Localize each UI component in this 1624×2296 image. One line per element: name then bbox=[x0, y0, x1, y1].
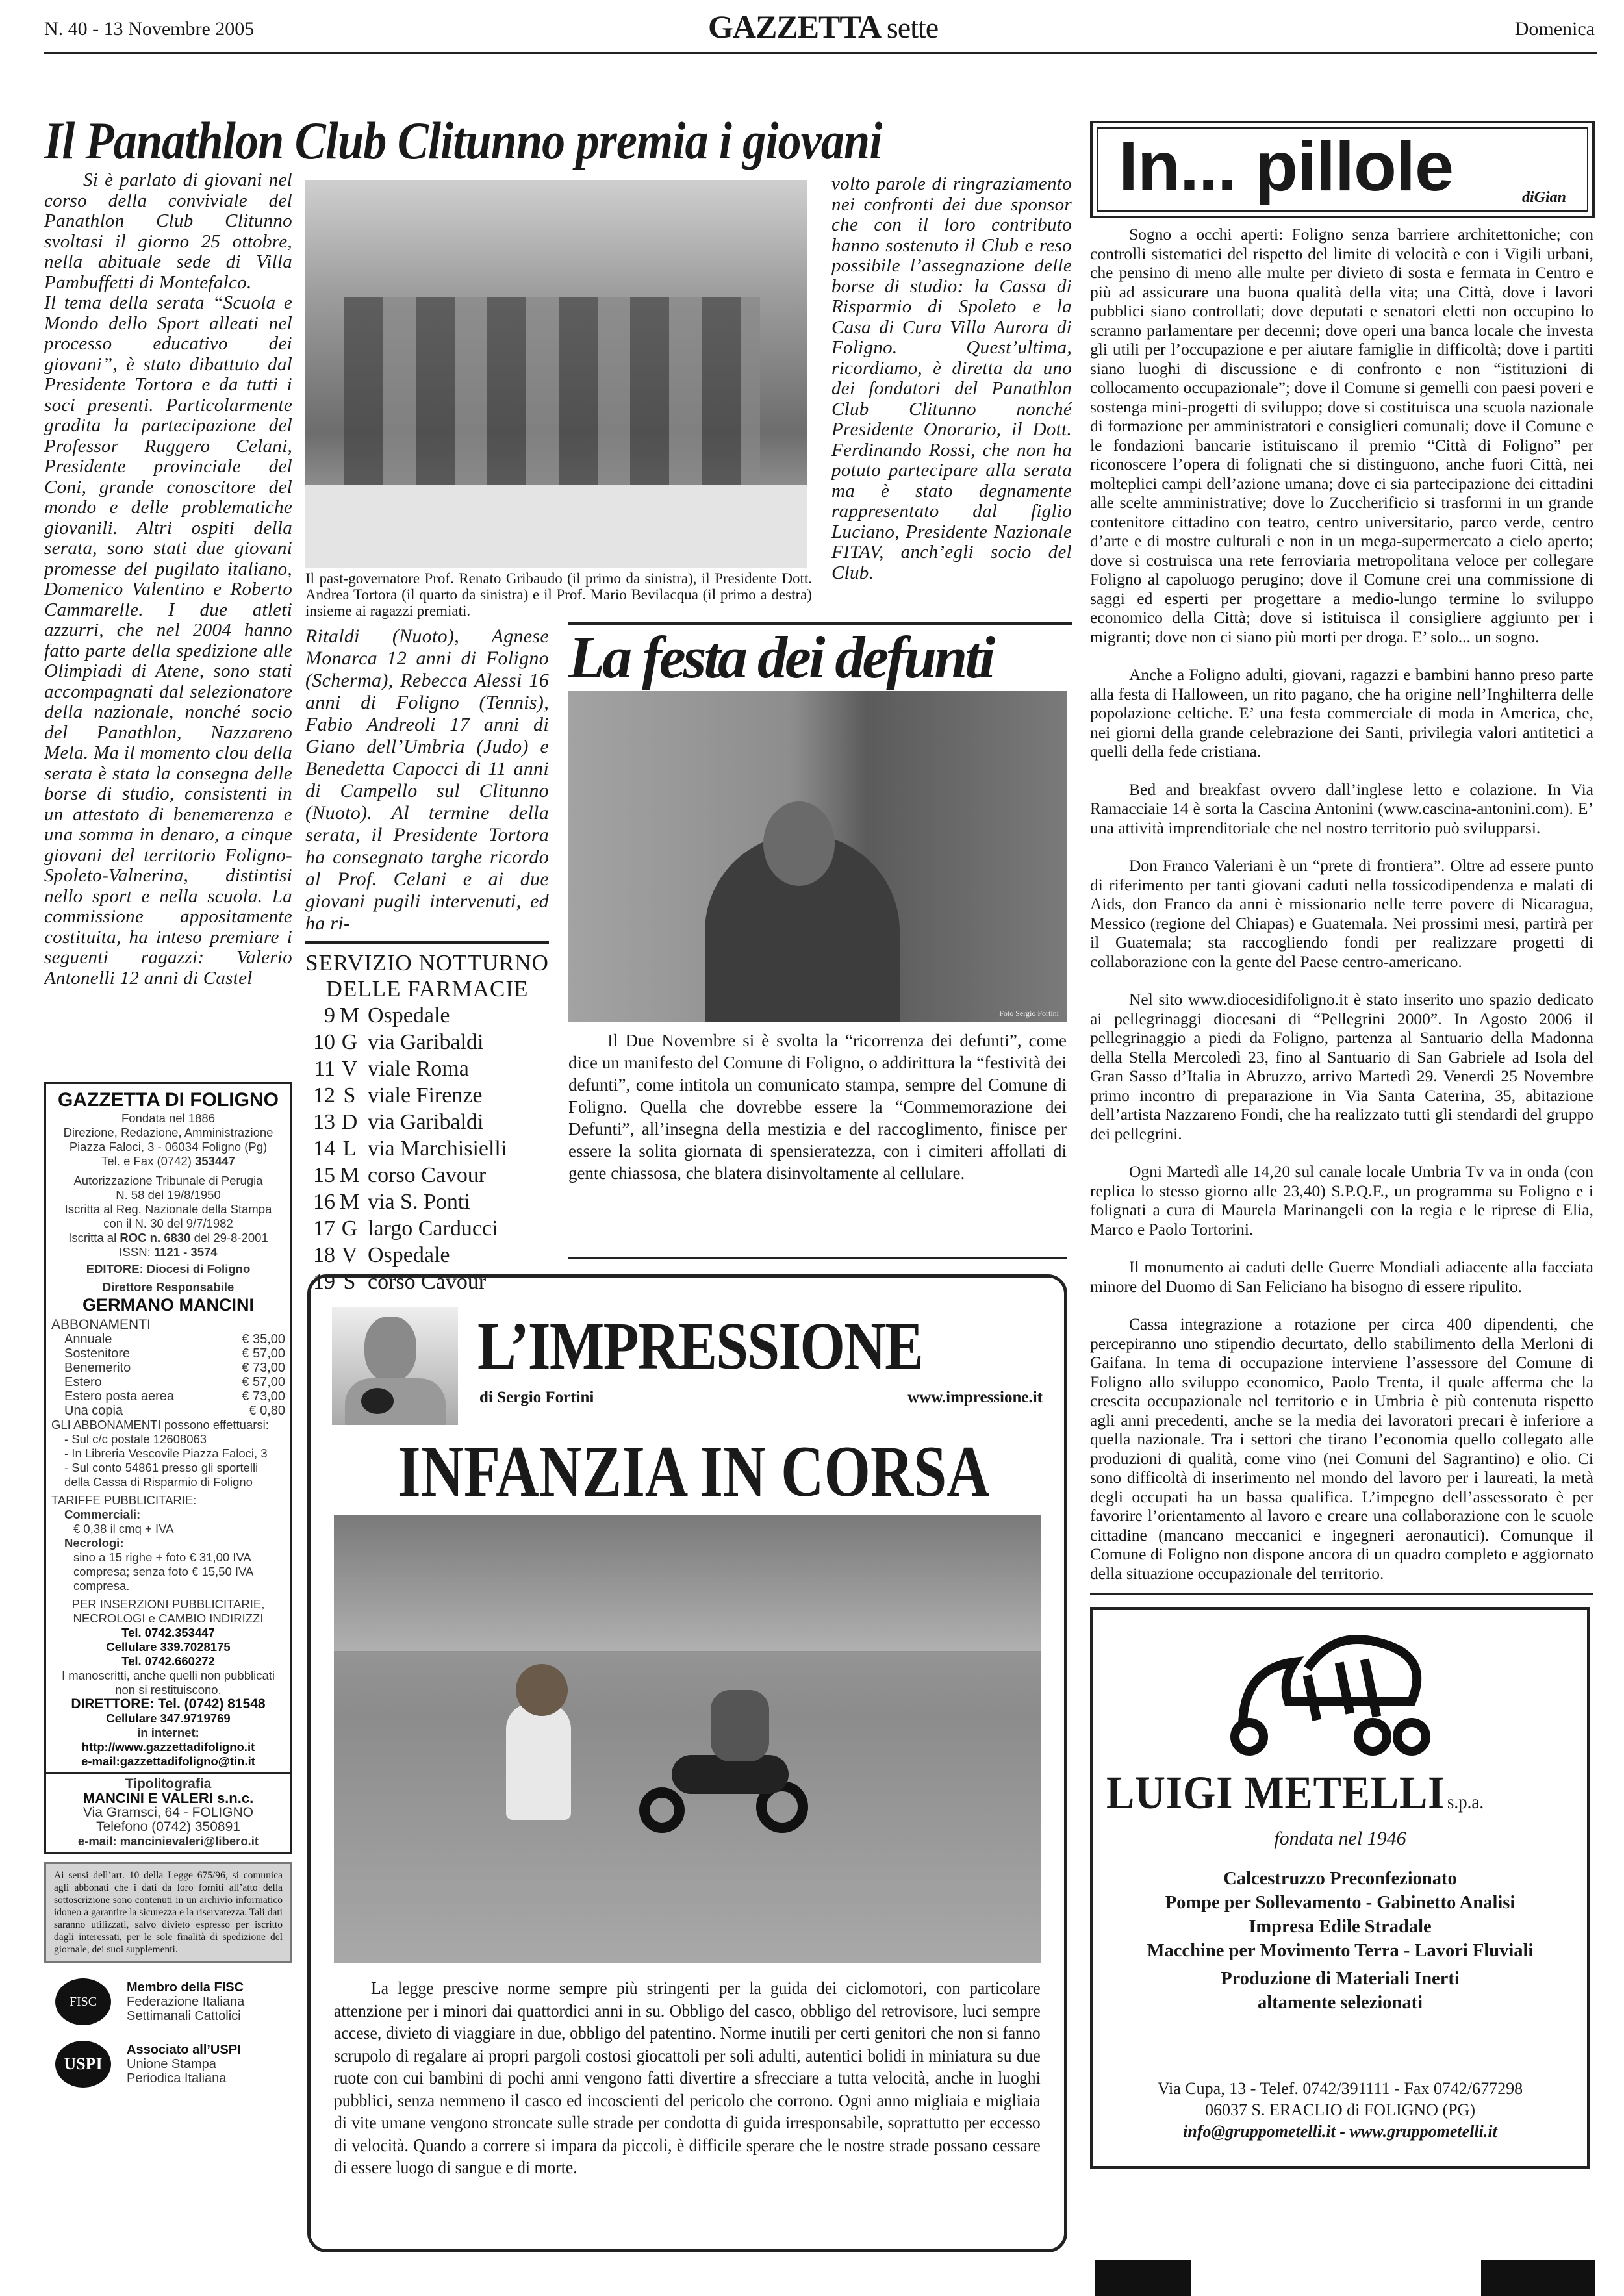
label: Associato all’USPI bbox=[127, 2043, 241, 2057]
pharmacy-day: 18 bbox=[313, 1243, 335, 1267]
ins-tel: Tel. 0742.353447 bbox=[121, 1626, 215, 1639]
defunti-text bbox=[568, 1029, 1067, 1184]
subs-type: Sostenitore bbox=[64, 1346, 131, 1361]
service-line: Produzione di Materiali Inerti bbox=[1221, 1969, 1460, 1989]
pharmacy-day: 16 bbox=[313, 1190, 335, 1214]
subs-type: Estero posta aerea bbox=[64, 1389, 174, 1404]
colophon-office: Direzione, Redazione, Amministrazione bbox=[63, 1126, 273, 1139]
pharmacy-weekday: M bbox=[339, 1163, 360, 1187]
printer-line: Tipolitografia bbox=[125, 1776, 212, 1791]
pharmacy-weekday: G bbox=[341, 1217, 358, 1241]
pay-list bbox=[51, 1432, 285, 1489]
director-cell: Cellulare 347.9719769 bbox=[106, 1711, 231, 1725]
paragraph: Si è parlato di giovani nel corso della conviviale del Panathlon Club Clitunno svoltasi il giorno 25 ottobre, nella abituale sede di Villa Pambuffetti di Montefalco. bbox=[44, 170, 292, 293]
colophon-auth: N. 58 del 19/8/1950 bbox=[116, 1188, 221, 1202]
impressione-url[interactable]: www.impressione.it bbox=[907, 1389, 1043, 1406]
pharmacy-place: via Garibaldi bbox=[368, 1030, 484, 1054]
pillola-paragraph: Don Franco Valeriani è un “prete di frontiera”. Oltre ad essere punto di riferimento per tanti giovani caduti nella tossicodipendenza e malati di Aids, don Franco da anni è missionario nelle terre povere di Nicaragua, Messico (regione del Chiapas) e Guatemala. Nei prossimi mesi, partirà per il Guatemala; sta raccogliendo fondi per realizzare progetti di collaborazione con la gente del Paese centro-americano. bbox=[1090, 856, 1593, 971]
pillola-paragraph: Il monumento ai caduti delle Guerre Mondiali adiacente alla facciata minore del Duomo di San Feliciano ha bisogno di essere ripulito. bbox=[1090, 1257, 1593, 1296]
pay-option: - Sul c/c postale 12608063 bbox=[64, 1432, 207, 1446]
issue-date: N. 40 - 13 Novembre 2005 bbox=[44, 18, 255, 40]
metelli-ad bbox=[1090, 1607, 1590, 2169]
pillola-paragraph: Anche a Foligno adulti, giovani, ragazzi e bambini hanno preso parte alla festa di Halloween, un rito pagano, che ha origine nell’Inghilterra delle popolazione celtiche. E’ una festa commerciale di moda in America, che, nei giorni della grande celebrazione dei Santi, privilegia valori antitetici a quelli della fede cristiana. bbox=[1090, 665, 1593, 761]
subs-type: Annuale bbox=[64, 1332, 112, 1346]
pharmacy-place: via Garibaldi bbox=[368, 1110, 484, 1134]
divider bbox=[568, 1257, 1067, 1259]
pharmacy-list bbox=[305, 1002, 549, 1295]
label: Settimanali Cattolici bbox=[127, 2009, 241, 2023]
printer-block bbox=[46, 1772, 290, 1852]
pharmacy-place: via S. Ponti bbox=[368, 1190, 470, 1214]
pharmacy-place: corso Cavour bbox=[368, 1163, 487, 1187]
metelli-founded: fondata nel 1946 bbox=[1274, 1828, 1406, 1849]
director-tel: DIRETTORE: Tel. (0742) 81548 bbox=[71, 1697, 266, 1711]
defunti-title: La festa dei defunti bbox=[568, 624, 993, 690]
metelli-contacts bbox=[1093, 2078, 1587, 2142]
page-tab-marker bbox=[1095, 2260, 1191, 2296]
defunti-photo bbox=[568, 691, 1067, 1022]
masthead-title: GAZZETTA bbox=[708, 8, 880, 45]
pharmacy-row bbox=[305, 1242, 549, 1268]
label: Iscritta al bbox=[68, 1231, 117, 1244]
pharmacy-weekday: V bbox=[341, 1243, 358, 1267]
author-head bbox=[364, 1317, 416, 1381]
pharmacy-title bbox=[305, 950, 549, 1002]
colophon-reg: con il N. 30 del 9/7/1982 bbox=[103, 1217, 233, 1230]
privacy-notice: Ai sensi dell’art. 10 della Legge 675/96, si comunica agli abbonati che i dati da loro forniti all’atto della sottoscrizione sono contenuti in un archivio informatico idoneo a garantire la sicurezza e la riservatezza. Tali dati saranno utilizzati, salvo divieto espresso per iscritto dagli interessati, per le sole finalità di spedizione del giornale, dei suoi supplementi. bbox=[44, 1862, 292, 1963]
service-line: Impresa Edile Stradale bbox=[1249, 1917, 1432, 1937]
author-body bbox=[345, 1378, 446, 1425]
label: Commerciali: bbox=[64, 1508, 141, 1521]
paragraph: Il Due Novembre si è svolta la “ricorrenza dei defunti”, come dice un manifesto del Comune di Foligno, o addirittura la “festività dei defunti”, come intitola un comunicato stampa, sempre del Comune di Foligno. Quella che dovrebbe essere la “Commemorazione dei Defunti”, all’insegna della mestizia e del raccoglimento, finisce per essere la solita giornata di spensieratezza, con i cimiteri affollati di gente chiassosa, che blatera disinvoltamente al cellulare. bbox=[568, 1031, 1067, 1183]
colophon-address: Piazza Faloci, 3 - 06034 Foligno (Pg) bbox=[69, 1140, 268, 1154]
pharmacy-row bbox=[305, 1135, 549, 1162]
colophon-box bbox=[44, 1082, 292, 1854]
pharmacy-row bbox=[305, 1189, 549, 1215]
subs-price: € 73,00 bbox=[242, 1361, 285, 1375]
printer-name: MANCINI E VALERI s.n.c. bbox=[82, 1790, 254, 1806]
label: Unione Stampa bbox=[127, 2057, 216, 2071]
pillola-paragraph: Bed and breakfast ovvero dall’inglese letto e colazione. In Via Ramacciaie 14 è sorta la Cascina Antonini (www.cascina-antonini.com). E’ una attività imprenditoriale che nel nostro territorio può svilupparsi. bbox=[1090, 779, 1593, 837]
colophon-title: GAZZETTA DI FOLIGNO bbox=[58, 1089, 279, 1111]
colophon-roc bbox=[51, 1231, 285, 1245]
divider bbox=[305, 941, 549, 944]
vegetation bbox=[334, 1515, 1041, 1651]
website-link[interactable]: http://www.gazzettadifoligno.it bbox=[81, 1740, 255, 1754]
value: 1121 - 3574 bbox=[153, 1245, 218, 1259]
pharmacy-title-line: DELLE FARMACIE bbox=[325, 976, 529, 1002]
subs-type: Una copia bbox=[64, 1404, 123, 1418]
ins-tel: Tel. 0742.660272 bbox=[121, 1654, 215, 1668]
impressione-photo bbox=[334, 1515, 1041, 1963]
truck-logo-icon bbox=[1217, 1630, 1464, 1760]
pillola-paragraph: Nel sito www.diocesidifoligno.it è stato inserito uno spazio dedicato ai pellegrinaggi diocesani di “Pellegrini 2000”. In Agosto 2006 il pellegrinaggio a piedi da Foligno, partenza al Santuario della Madonna della Stella Mercoledì 23, fino al Santuario di San Gabriele ad Isola del Gran Sasso d’Italia in Abruzzo, arrivo Martedì 29. Venerdì 25 Novembre primo incontro di preparazione in Via Santa Caterina, 35, abitazione dell’artista Nazzareno Fondi, che ha realizzato tutti gli stendardi del gruppo dei pellegrini. bbox=[1090, 990, 1593, 1143]
pharmacy-day: 9 bbox=[324, 1003, 335, 1028]
pharmacy-place: Ospedale bbox=[368, 1243, 450, 1267]
weekday: Domenica bbox=[1514, 18, 1595, 40]
ins-line: PER INSERZIONI PUBBLICITARIE, bbox=[71, 1597, 265, 1611]
company-suffix: s.p.a. bbox=[1447, 1791, 1484, 1813]
header-rule bbox=[44, 52, 1597, 54]
pay-option: - In Libreria Vescovile Piazza Faloci, 3 bbox=[64, 1446, 268, 1460]
pillole-title: In... pillole bbox=[1119, 127, 1454, 205]
pharmacy-weekday: D bbox=[341, 1110, 358, 1134]
pillola-paragraph: Sogno a occhi aperti: Foligno senza barriere architettoniche; con controlli sistematici del rispetto del limite di velocità e con i Vigili urbani, che pensino di meno alle multe per divieto di sosta e fermata in Centro e più ad assicurare una buona qualità della vita; una Città, dove i lavori pubblici siano controllati; dove deputati e senatori eletti non occupino lo scranno parlamentare per decenni; dove operi una banca locale che investa gli utili per l’occupazione e per aiutare famiglie in difficoltà; dove i partiti siano luoghi di discussione e di confronto e non “istituzioni di collocamento occupazionale”; dove il Comune si gemelli con paesi poveri e sostenga mini-progetti di sviluppo; dove si costituisca una scuola nazionale di formazione per amministratori e consiglieri comunali; dove il Comune e le fondazioni bancarie istituiscano il premio “Città di Foligno” per riconoscere l’opera di folignati che si distinguono, anche fuori Città, nei molteplici campi dell’azione umana; dove ci sia partecipazione dei cittadini alle scelte amministrative; dove lo Zuccherificio si trasformi in un grande contenitore cittadino con teatro, centro universitario, parco verde, centro d’arte e di mostre culturali e non in un mega-supermercato a cielo aperto; dove si costruisca una rete ferroviaria metropolitana veloce per collegare Foligno al capoluogo perugino; dove il Comune crei una commissione di saggi ed esperti per progettare a medio-lungo termine lo sviluppo economico della Città; dove si istituisca il consigliere aggiunto per i migranti; dove non ci siano più morti per droga. E’ solo... un sogno. bbox=[1090, 225, 1593, 646]
subs-row bbox=[64, 1375, 285, 1389]
label: Tel. e Fax (0742) bbox=[101, 1154, 192, 1168]
masthead-suffix: sette bbox=[886, 11, 939, 44]
subs-row bbox=[64, 1346, 285, 1361]
metelli-address: Via Cupa, 13 - Telef. 0742/391111 - Fax 0742/677298 bbox=[1157, 2079, 1523, 2098]
impressione-text bbox=[334, 1977, 1041, 2179]
colophon-director-label: Direttore Responsabile bbox=[102, 1280, 235, 1294]
service-line: Pompe per Sollevamento - Gabinetto Analisi bbox=[1165, 1893, 1516, 1913]
printer-address: Via Gramsci, 64 - FOLIGNO bbox=[82, 1805, 254, 1820]
pharmacy-day: 17 bbox=[313, 1217, 335, 1241]
printer-tel: Telefono (0742) 350891 bbox=[96, 1819, 240, 1834]
mss-note: I manoscritti, anche quelli non pubblicati non si restituiscono. bbox=[61, 1669, 275, 1697]
girl-head bbox=[516, 1664, 568, 1716]
value: 353447 bbox=[195, 1154, 235, 1168]
camera-icon bbox=[361, 1388, 394, 1414]
pharmacy-weekday: S bbox=[343, 1083, 356, 1107]
pillole-text bbox=[1090, 225, 1593, 1583]
page-tab-marker bbox=[1481, 2260, 1595, 2296]
pharmacy-place: Ospedale bbox=[368, 1003, 450, 1028]
fisc-logo: FISC bbox=[55, 1978, 111, 2025]
subs-list bbox=[51, 1332, 285, 1418]
metelli-web[interactable]: info@gruppometelli.it - www.gruppometelli.it bbox=[1183, 2122, 1497, 2141]
panathlon-col3: volto parole di ringraziamento nei confronti dei due sponsor che con il loro contributo hanno sostenuto il Club e reso possibile l’assegnazione delle borse di studio: la Cassa di Risparmio di Spoleto e la Casa di Cura Villa Aurora di Foligno. Quest’ultima, ricordiamo, è diretta da uno dei fondatori del Panathlon Club Clitunno nonché Presidente Onorario, il Dott. Ferdinando Rossi, che non ha potuto partecipare alla serata ma è stato degnamente rappresentato dal figlio Luciano, Presidente Nazionale FITAV, anch’egli socio del Club. bbox=[831, 174, 1072, 583]
colophon-director: GERMANO MANCINI bbox=[82, 1295, 254, 1315]
pharmacy-day: 13 bbox=[313, 1110, 335, 1134]
subs-row bbox=[64, 1332, 285, 1346]
pharmacy-day: 12 bbox=[313, 1083, 335, 1107]
panathlon-caption: Il past-governatore Prof. Renato Gribaudo (il primo da sinistra), il Presidente Dott. Andrea Tortora (il quarto da sinistra) e il Prof. Mario Bevilacqua (il primo a destra) insieme ai ragazzi premiati. bbox=[305, 570, 812, 619]
paragraph: La legge prescive norme sempre più stringenti per la guida dei ciclomotori, con particolare attenzione per i minori dai quattordici anni in su. Obbligo del casco, obbligo del retrovisore, luci sempre accese, divieto di viaggiare in due, obbligo del patentino. Norme inutili per certi genitori che non si fanno scrupolo di regalare ai propri pargoli costosi giocattoli per soli adulti, autentici bolidi in miniatura su due ruote con cui bambini di pochi anni vengono fatti divertire a sfrecciare a tutta velocità, anche in luoghi pubblici, senza nemmeno il casco ed incoscienti del pericolo che corrono. Ogni anno migliaia e migliaia di vite umane vengono stroncate sulle strade per condotta di guida irresponsabile, soprattutto per eccesso di velocità. Quando a correre si impara da piccoli, è difficile sperare che le nostre strade possano cessare di essere luogo di sangue e di morte. bbox=[334, 1978, 1041, 2177]
subs-type: Estero bbox=[64, 1375, 102, 1389]
panathlon-photo bbox=[305, 180, 807, 568]
pharmacy-day: 15 bbox=[313, 1163, 335, 1187]
right-column-flow bbox=[1090, 225, 1595, 2169]
masthead bbox=[708, 8, 938, 45]
table-cloth bbox=[305, 485, 807, 568]
value: € 0,38 il cmq + IVA bbox=[73, 1522, 174, 1535]
pharmacy-row bbox=[305, 1055, 549, 1082]
pharmacy-section bbox=[305, 950, 549, 1295]
pharmacy-weekday: S bbox=[343, 1270, 356, 1294]
impressione-title: L’IMPRESSIONE bbox=[477, 1309, 923, 1383]
pillole-byline: diGian bbox=[1521, 189, 1566, 206]
colophon-auth: Autorizzazione Tribunale di Perugia bbox=[73, 1174, 263, 1187]
value: sino a 15 righe + foto € 31,00 IVA compresa; senza foto € 15,50 IVA compresa. bbox=[73, 1550, 253, 1593]
impressione-headline: INFANZIA IN CORSA bbox=[397, 1432, 990, 1512]
pharmacy-row bbox=[305, 1002, 549, 1029]
panathlon-col1 bbox=[44, 170, 292, 1066]
pharmacy-place: via Marchisielli bbox=[368, 1137, 507, 1161]
subs-title: ABBONAMENTI bbox=[51, 1317, 151, 1332]
pharmacy-row bbox=[305, 1082, 549, 1109]
pillola-paragraph: Ogni Martedì alle 14,20 sul canale locale Umbria Tv va in onda (con replica lo stesso giorno alle 23,40) S.P.Q.F., un programma su Foligno e i folignati a cura di Maurela Marinangeli con la regia e le riprese di Elia, Marco e Paolo Tortorini. bbox=[1090, 1162, 1593, 1239]
subs-price: € 0,80 bbox=[249, 1404, 285, 1418]
pharmacy-row bbox=[305, 1215, 549, 1242]
label: Federazione Italiana bbox=[127, 1995, 245, 2009]
pillola-paragraph: Cassa integrazione a rotazione per circa 400 dipendenti, che percepiranno uno stipendio decurtato, dello stabilimento della Merloni di Gaifana. In tema di occupazione interviene l’assessore del Comune di Foligno allo sviluppo economico, Paolo Trenta, il quale afferma che la crescita occupazionale nel territorio e in Umbria è più contenuta rispetto agli anni precedenti, anche se la media dei lavoratori precari è inferiore a quella nazionale. Tra i settori che tirano l’economia quello collegato alle produzioni di qualità, come vino (nei Comuni del Sagrantino) e olio. Ci sono difficoltà di inserimento nel mondo del lavoro per i laureati, la metà degli occupati ha un bassa qualifica. L’impegno dell’assessorato è per favorire l’orientamento al lavoro e creare una collaborazione con le scuole cittadine (mancano meccanici e ingegneri aeronautici). Comunque il Comune di Foligno non dispone ancora di un quadro completo e aggiornato della situazione occupazionale del territorio. bbox=[1090, 1315, 1593, 1583]
pharmacy-place: corso Cavour bbox=[368, 1270, 487, 1294]
impressione-author: di Sergio Fortini bbox=[479, 1389, 594, 1406]
photo-credit: Foto Sergio Fortini bbox=[999, 1009, 1059, 1018]
pharmacy-day: 19 bbox=[313, 1270, 335, 1294]
divider bbox=[1090, 1593, 1593, 1595]
metelli-services bbox=[1093, 1867, 1587, 2015]
fisc-member bbox=[55, 1972, 292, 2032]
pillole-header bbox=[1090, 121, 1595, 218]
metelli-city: 06037 S. ERACLIO di FOLIGNO (PG) bbox=[1205, 2100, 1475, 2119]
pay-title: GLI ABBONAMENTI possono effettuarsi: bbox=[51, 1418, 269, 1432]
subs-row bbox=[64, 1361, 285, 1375]
pharmacy-weekday: L bbox=[342, 1137, 357, 1161]
pharmacy-row bbox=[305, 1109, 549, 1135]
label: del 29-8-2001 bbox=[194, 1231, 268, 1244]
pharmacy-weekday: V bbox=[341, 1057, 358, 1081]
subs-price: € 57,00 bbox=[242, 1375, 285, 1389]
subs-type: Benemerito bbox=[64, 1361, 131, 1375]
service-line: Calcestruzzo Preconfezionato bbox=[1223, 1869, 1457, 1889]
boy-figure bbox=[711, 1690, 769, 1761]
left-sidebar bbox=[44, 1082, 292, 2097]
pharmacy-row bbox=[305, 1029, 549, 1055]
tariffe bbox=[51, 1508, 285, 1593]
value: ROC n. 6830 bbox=[120, 1231, 191, 1244]
author-photo bbox=[332, 1307, 458, 1425]
company-name: LUIGI METELLI bbox=[1106, 1767, 1445, 1819]
panathlon-title: Il Panathlon Club Clitunno premia i giovani bbox=[44, 111, 882, 170]
pharmacy-place: largo Carducci bbox=[368, 1217, 498, 1241]
metelli-name bbox=[1106, 1766, 1484, 1820]
label: ISSN: bbox=[119, 1245, 151, 1259]
pharmacy-weekday: M bbox=[339, 1003, 360, 1028]
colophon-reg: Iscritta al Reg. Nazionale della Stampa bbox=[64, 1202, 272, 1216]
label: Periodica Italiana bbox=[127, 2071, 227, 2086]
group-figures bbox=[344, 297, 760, 492]
pharmacy-weekday: G bbox=[341, 1030, 358, 1054]
pharmacy-place: viale Roma bbox=[368, 1057, 469, 1081]
label: Necrologi: bbox=[64, 1536, 124, 1550]
subs-price: € 73,00 bbox=[242, 1389, 285, 1404]
panathlon-col2: Ritaldi (Nuoto), Agnese Monarca 12 anni di Foligno (Scherma), Rebecca Alessi 16 anni di Foligno (Tennis), Fabio Andreoli 17 anni di Giano dell’Umbria (Judo) e Benedetta Capocci di 11 anni di Campello sul Clitunno (Nuoto). Al termine della serata, il Presidente Tortora ha consegnato targhe ricordo al Prof. Celani e ai due giovani pugili intervenuti, ed ha ri- bbox=[305, 625, 549, 934]
paragraph: Il tema della serata “Scuola e Mondo dello Sport alleati nel processo educativo dei giovani”, è stato dibattuto dal Presidente Tortora e da tutti i soci presenti. Particolarmente gradita la partecipazione del Professor Ruggero Celani, Presidente provinciale del Coni, grande conoscitore del mondo e delle problematiche giovanili. Altri ospiti della serata, sono stati due giovani promesse del pugilato italiano, Domenico Valentino e Roberto Cammarelle. I due atleti azzurri, che nel 2004 hanno fatto parte della spedizione alle Olimpiadi di Atene, sono stati accompagnati dal selezionatore della nazionale, nonché socio del Panathlon, Nazzareno Mela. Ma il momento clou della serata è stata la consegna delle borse di studio, consistenti in un attestato di benemerenza e una somma in denaro, a cinque giovani del territorio Foligno-Spoleto-Valnerina, distintisi nello sport e nella scuola. La commissione appositamente costituita, ha inteso premiare i seguenti ragazzi: Valerio Antonelli 12 anni di Castel bbox=[44, 292, 292, 989]
email-link[interactable]: e-mail:gazzettadifoligno@tin.it bbox=[81, 1754, 255, 1768]
subs-row bbox=[64, 1389, 285, 1404]
bike-wheel bbox=[639, 1787, 685, 1833]
label: Membro della FISC bbox=[127, 1980, 244, 1995]
uspi-text bbox=[127, 2043, 241, 2086]
colophon-founded: Fondata nel 1886 bbox=[121, 1111, 215, 1125]
pharmacy-row bbox=[305, 1162, 549, 1189]
associations bbox=[44, 1972, 292, 2097]
fisc-text bbox=[127, 1980, 244, 2023]
man-head bbox=[763, 801, 835, 886]
colophon-editor: EDITORE: Diocesi di Foligno bbox=[86, 1262, 251, 1276]
subs-row bbox=[64, 1404, 285, 1418]
tariffe-title: TARIFFE PUBBLICITARIE: bbox=[51, 1493, 197, 1507]
internet-label: in internet: bbox=[137, 1726, 199, 1739]
subs-price: € 35,00 bbox=[242, 1332, 285, 1346]
pharmacy-title-line: SERVIZIO NOTTURNO bbox=[305, 950, 549, 976]
ins-cell: Cellulare 339.7028175 bbox=[106, 1640, 231, 1654]
pharmacy-day: 10 bbox=[313, 1030, 335, 1054]
girl-figure bbox=[506, 1703, 571, 1820]
pay-option: - Sul conto 54861 presso gli sportelli della Cassa di Risparmio di Foligno bbox=[64, 1461, 259, 1489]
pharmacy-day: 11 bbox=[314, 1057, 335, 1081]
uspi-logo: USPI bbox=[55, 2041, 111, 2088]
printer-email[interactable]: e-mail: mancinievaleri@libero.it bbox=[77, 1834, 259, 1848]
uspi-member bbox=[55, 2032, 292, 2097]
service-line: Macchine per Movimento Terra - Lavori Fluviali bbox=[1147, 1941, 1534, 1961]
pharmacy-weekday: M bbox=[339, 1190, 360, 1214]
pharmacy-day: 14 bbox=[313, 1137, 335, 1161]
pharmacy-place: viale Firenze bbox=[368, 1083, 483, 1107]
colophon-tel bbox=[51, 1154, 285, 1168]
subs-price: € 57,00 bbox=[242, 1346, 285, 1361]
colophon-issn bbox=[51, 1245, 285, 1259]
ins-line: NECROLOGI e CAMBIO INDIRIZZI bbox=[73, 1611, 264, 1625]
service-line: altamente selezionati bbox=[1257, 1993, 1423, 2013]
